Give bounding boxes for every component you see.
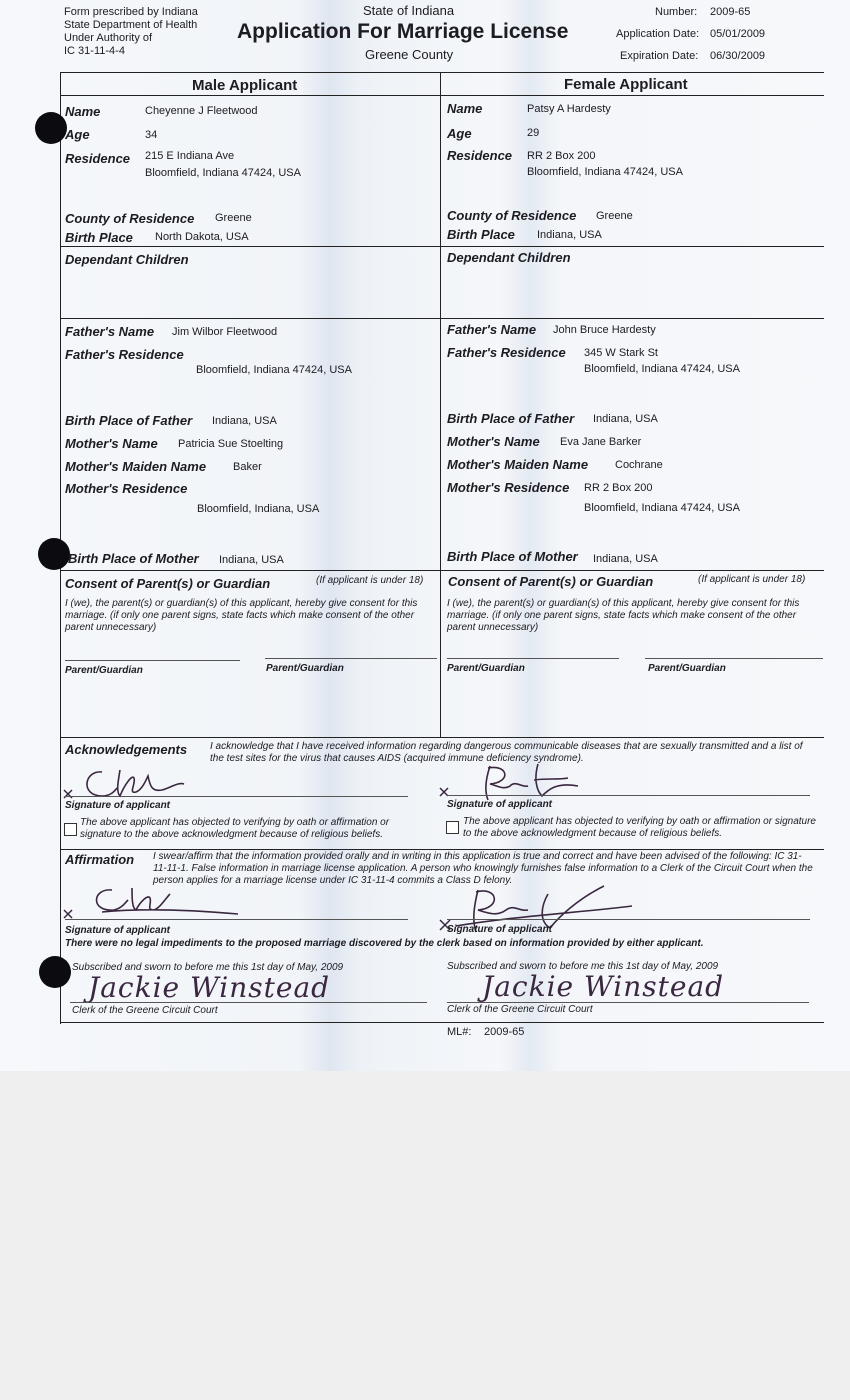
female-objection-text: The above applicant has objected to verifying by oath or affirmation or signature to the above acknowledgment because of religious beliefs. (463, 816, 816, 839)
female-mother-maiden-value: Cochrane (615, 459, 663, 471)
signature-line (447, 1002, 809, 1003)
prescribed-line: State Department of Health (64, 19, 198, 31)
male-mother-birth-label: Birth Place of Mother (68, 551, 199, 566)
acknowledgements-label: Acknowledgements (65, 742, 188, 757)
rule (60, 737, 824, 738)
female-father-birth-value: Indiana, USA (593, 413, 658, 425)
male-signature-affirm (62, 884, 242, 924)
signature-line (447, 658, 619, 659)
male-mother-name-value: Patricia Sue Stoelting (178, 438, 284, 450)
affirmation-text: I swear/affirm that the information provided orally and in writing in this application is true and correct and have been advised of the following: IC 31-11-11-1. False information in marriage license application. A person who knowingly furnishes false information to a Clerk of the Circuit Court when the person applies for a marriage license under IC 31-11-4 commits a Class D felony. (153, 851, 813, 886)
female-dependant-label: Dependant Children (447, 250, 571, 265)
male-clerk-label: Clerk of the Greene Circuit Court (72, 1005, 218, 1016)
male-applicant-heading: Male Applicant (192, 77, 298, 94)
no-impediments-statement: There were no legal impediments to the proposed marriage discovered by the clerk based on information provided by either applicant. (65, 938, 704, 949)
male-mother-maiden-value: Baker (233, 461, 262, 473)
male-age-value: 34 (145, 129, 158, 141)
rule (60, 849, 824, 850)
application-date-value: 05/01/2009 (710, 28, 766, 40)
prescribed-line: Form prescribed by Indiana (64, 6, 198, 18)
female-consent-label: Consent of Parent(s) or Guardian (448, 574, 654, 589)
female-father-residence-line1: 345 W Stark St (584, 347, 658, 359)
male-consent-label: Consent of Parent(s) or Guardian (65, 576, 271, 591)
female-parent-guardian-1: Parent/Guardian (447, 663, 525, 674)
female-birthplace-value: Indiana, USA (537, 229, 602, 241)
male-county-value: Greene (215, 212, 252, 224)
female-residence-label: Residence (447, 148, 513, 163)
signature-line (645, 658, 823, 659)
number-label: Number: (655, 6, 698, 18)
state-heading: State of Indiana (363, 3, 455, 18)
signature-line (65, 660, 240, 661)
signature-line (447, 919, 810, 920)
female-birthplace-label: Birth Place (447, 227, 515, 242)
female-signature-label-ack: Signature of applicant (447, 799, 553, 810)
female-parent-guardian-2: Parent/Guardian (648, 663, 726, 674)
expiration-date-label: Expiration Date: (620, 50, 699, 62)
male-county-label: County of Residence (65, 211, 195, 226)
document-title: Application For Marriage License (237, 20, 569, 43)
male-mother-maiden-label: Mother's Maiden Name (65, 459, 207, 474)
signature-line (65, 919, 408, 920)
signature-line (265, 658, 437, 659)
female-clerk-label: Clerk of the Greene Circuit Court (447, 1004, 593, 1015)
signature-line (447, 795, 810, 796)
county-heading: Greene County (365, 47, 454, 62)
male-consent-text: I (we), the parent(s) or guardian(s) of this applicant, hereby give consent for this marriage. (if only one parent signs, state facts which make consent of the other parent unnecessary) (65, 598, 418, 633)
female-subscribed-text: Subscribed and sworn to before me this 1st day of May, 2009 (447, 961, 719, 972)
male-name-label: Name (65, 104, 101, 119)
male-residence-line2: Bloomfield, Indiana 47424, USA (145, 167, 301, 179)
male-dependant-label: Dependant Children (65, 252, 189, 267)
expiration-date-value: 06/30/2009 (710, 50, 766, 62)
male-subscribed-text: Subscribed and sworn to before me this 1st day of May, 2009 (72, 962, 344, 973)
female-mother-name-label: Mother's Name (447, 434, 540, 449)
female-father-name-value: John Bruce Hardesty (553, 324, 656, 336)
female-mother-name-value: Eva Jane Barker (560, 436, 642, 448)
male-parent-guardian-2: Parent/Guardian (266, 663, 344, 674)
binder-hole (38, 538, 70, 570)
male-birthplace-label: Birth Place (65, 230, 133, 245)
female-age-value: 29 (527, 127, 540, 139)
female-mother-residence-line1: RR 2 Box 200 (584, 482, 653, 494)
male-mother-residence-value: Bloomfield, Indiana, USA (197, 503, 320, 515)
female-age-label: Age (447, 126, 472, 141)
clerk-signature-right: Jackie Winstead (482, 970, 725, 1003)
female-applicant-heading: Female Applicant (564, 76, 688, 93)
ml-number-label: ML#: (447, 1026, 472, 1038)
prescribed-line: IC 31-11-4-4 (64, 45, 125, 57)
clerk-signature-left: Jackie Winstead (88, 971, 331, 1004)
prescribed-note (64, 6, 198, 58)
signature-line (65, 796, 408, 797)
female-mother-birth-value: Indiana, USA (593, 553, 658, 565)
male-father-name-label: Father's Name (65, 324, 155, 339)
female-father-residence-label: Father's Residence (447, 345, 566, 360)
male-father-birth-label: Birth Place of Father (65, 413, 193, 428)
binder-hole (39, 956, 71, 988)
female-consent-text: I (we), the parent(s) or guardian(s) of this applicant, hereby give consent for this marriage. (if only one parent signs, state facts which make consent of the other parent unnecessary) (447, 598, 800, 633)
female-name-label: Name (447, 101, 483, 116)
column-divider (440, 72, 441, 737)
male-father-name-value: Jim Wilbor Fleetwood (172, 326, 278, 338)
male-signature-label-affirm: Signature of applicant (65, 925, 171, 936)
male-father-residence-label: Father's Residence (65, 347, 184, 362)
male-objection-checkbox[interactable] (64, 823, 77, 836)
female-county-value: Greene (596, 210, 633, 222)
female-signature-label-affirm: Signature of applicant (447, 924, 553, 935)
application-date-label: Application Date: (616, 28, 700, 40)
female-consent-note: (If applicant is under 18) (698, 574, 806, 585)
female-father-name-label: Father's Name (447, 322, 537, 337)
female-residence-line1: RR 2 Box 200 (527, 150, 596, 162)
female-mother-residence-label: Mother's Residence (447, 480, 570, 495)
male-name-value: Cheyenne J Fleetwood (145, 105, 258, 117)
male-objection-text: The above applicant has objected to verifying by oath or affirmation or signature to the above acknowledgment because of religious beliefs. (80, 817, 390, 840)
male-signature-label-ack: Signature of applicant (65, 800, 171, 811)
female-county-label: County of Residence (447, 208, 577, 223)
female-mother-residence-line2: Bloomfield, Indiana 47424, USA (584, 502, 740, 514)
female-residence-line2: Bloomfield, Indiana 47424, USA (527, 166, 683, 178)
female-objection-checkbox[interactable] (446, 821, 459, 834)
female-father-birth-label: Birth Place of Father (447, 411, 575, 426)
male-mother-residence-label: Mother's Residence (65, 481, 188, 496)
rule (60, 246, 824, 247)
male-father-residence-value: Bloomfield, Indiana 47424, USA (196, 364, 352, 376)
male-father-birth-value: Indiana, USA (212, 415, 277, 427)
male-birthplace-value: North Dakota, USA (155, 231, 249, 243)
binder-hole (35, 112, 67, 144)
male-mother-name-label: Mother's Name (65, 436, 158, 451)
rule (60, 570, 824, 571)
rule (60, 95, 824, 96)
male-residence-label: Residence (65, 151, 131, 166)
rule (60, 72, 824, 73)
female-name-value: Patsy A Hardesty (527, 103, 611, 115)
rule (60, 318, 824, 319)
acknowledgements-text: I acknowledge that I have received information regarding dangerous communicable diseases that are sexually transmitted and a list of the test sites for the virus that causes AIDS (acquired immune deficiency syndrome). (210, 741, 803, 764)
male-residence-line1: 215 E Indiana Ave (145, 150, 235, 162)
female-mother-maiden-label: Mother's Maiden Name (447, 457, 589, 472)
number-value: 2009-65 (710, 6, 751, 18)
signature-line (70, 1002, 427, 1003)
male-age-label: Age (65, 127, 90, 142)
rule (60, 1022, 824, 1023)
prescribed-line: Under Authority of (64, 32, 153, 44)
ml-number-value: 2009-65 (484, 1026, 525, 1038)
female-father-residence-line2: Bloomfield, Indiana 47424, USA (584, 363, 740, 375)
male-parent-guardian-1: Parent/Guardian (65, 665, 143, 676)
affirmation-label: Affirmation (65, 852, 135, 867)
male-mother-birth-value: Indiana, USA (219, 554, 284, 566)
male-consent-note: (If applicant is under 18) (316, 575, 424, 586)
female-mother-birth-label: Birth Place of Mother (447, 549, 578, 564)
